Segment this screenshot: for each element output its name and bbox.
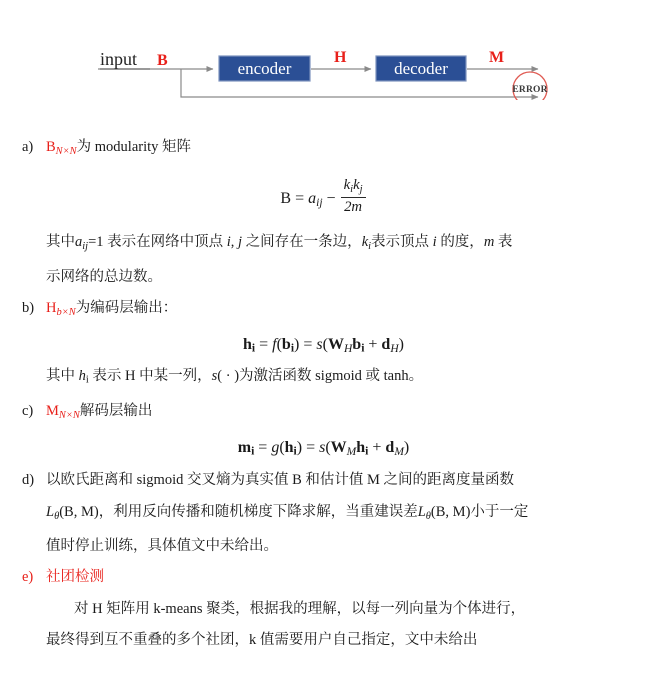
list-item-d	[0, 465, 647, 495]
symbol-b-subscript: N×N	[55, 145, 77, 157]
item-d-line3: 值时停止训练，具体值文中未给出。	[46, 538, 278, 555]
fraction-k2-sub: j	[359, 183, 363, 195]
diagram-signal-m: M	[489, 49, 505, 66]
fraction-k1: k	[343, 176, 351, 193]
equation-decoder: mi = $g(hi) = s(W_Mhi + d_M)$	[237, 438, 410, 458]
list-item-a-text: 为 modularity 矩阵	[76, 139, 192, 155]
symbol-b-base: B	[46, 139, 56, 155]
fraction-k1-sub: i	[350, 183, 354, 195]
item-e-body-line1: 对 H 矩阵用 k-means 聚类，根据我的理解，以每一列向量为个体进行，	[74, 601, 526, 618]
loss-symbol-2-sub: θ	[425, 510, 431, 522]
item-e-body-line2: 最终得到互不重叠的多个社团，k 值需要用户自己指定，文中未给出	[46, 632, 478, 649]
symbol-m-base: M	[46, 402, 59, 419]
loss-symbol-1: L	[46, 503, 55, 520]
fraction-denominator: 2m	[344, 198, 363, 215]
list-item-e-text: 社团检测	[46, 569, 104, 586]
equation-modularity-term1: a	[308, 189, 317, 207]
equation-modularity-fraction	[341, 177, 366, 215]
error-circle-label: ERROR	[512, 85, 548, 95]
list-marker-a: a)	[22, 139, 34, 155]
list-item-c-text: 解码层输出	[79, 402, 153, 419]
symbol-h-base: H	[46, 299, 57, 316]
autoencoder-diagram	[0, 18, 647, 100]
fraction-numerator	[341, 177, 366, 198]
loss-symbol-2: L	[417, 503, 426, 520]
equation-modularity-op2: −	[326, 189, 336, 207]
item-e-body	[0, 594, 647, 625]
list-item-e	[0, 562, 647, 592]
loss-symbol-1-sub: θ	[54, 510, 60, 522]
list-item-b	[0, 293, 647, 328]
item-a-explanation-line2: 示网络的总边数。	[46, 268, 162, 285]
list-item-c	[0, 396, 647, 431]
item-b-explanation: 其中 hi 表示 H 中某一列，s( · )为激活函数 sigmoid 或 tanh。	[46, 368, 424, 386]
list-marker-e: e)	[22, 569, 34, 586]
symbol-m-subscript: N×N	[58, 409, 80, 421]
item-d-continuation	[0, 497, 647, 563]
symbol-h-subscript: b×N	[56, 306, 76, 318]
diagram-signal-b: B	[157, 52, 168, 69]
list-item-d-text-line1: 以欧氏距离和 sigmoid 交叉熵为真实值 B 和估计值 M 之间的距离度量函数	[46, 471, 515, 488]
equation-modularity-term1-sub: ij	[316, 197, 323, 210]
item-a-explanation-line1: 其中$a_{ij}=1$ 表示在网络中顶点 i, j 之间存在一条边，$k_i$表示顶点 i 的度，m 表	[46, 233, 513, 252]
list-marker-b: b)	[22, 299, 35, 316]
list-marker-c: c)	[22, 402, 34, 419]
item-e-body-clipped	[0, 625, 647, 656]
list-item-a	[0, 132, 647, 167]
fraction-k2: k	[353, 176, 360, 193]
list-marker-d: d)	[22, 471, 35, 488]
symbol-h-matrix	[46, 300, 76, 316]
list-item-b-text: 为编码层输出：	[75, 299, 178, 316]
equation-modularity-op1: =	[295, 189, 305, 207]
diagram-signal-h: H	[334, 49, 347, 66]
autoencoder-diagram-svg	[0, 18, 647, 100]
diagram-input-label: input	[100, 49, 138, 69]
item-d-line2-end: (B, M)小于一定	[430, 503, 529, 520]
decoder-box-label: decoder	[394, 59, 448, 78]
item-d-line2-mid: (B, M)，利用反向传播和随机梯度下降求解，当重建误差	[59, 503, 418, 520]
encoder-box-label: encoder	[237, 59, 292, 78]
document-content	[0, 132, 647, 656]
equation-modularity	[0, 177, 647, 215]
symbol-m-matrix	[46, 403, 80, 419]
equation-modularity-lhs: B	[280, 189, 292, 207]
item-d-line2	[46, 504, 528, 520]
equation-encoder: hi = $f(bi) = s(W_Hbi + d_H)$	[243, 335, 404, 355]
item-a-explanation	[0, 227, 647, 293]
symbol-b-matrix	[46, 139, 77, 155]
